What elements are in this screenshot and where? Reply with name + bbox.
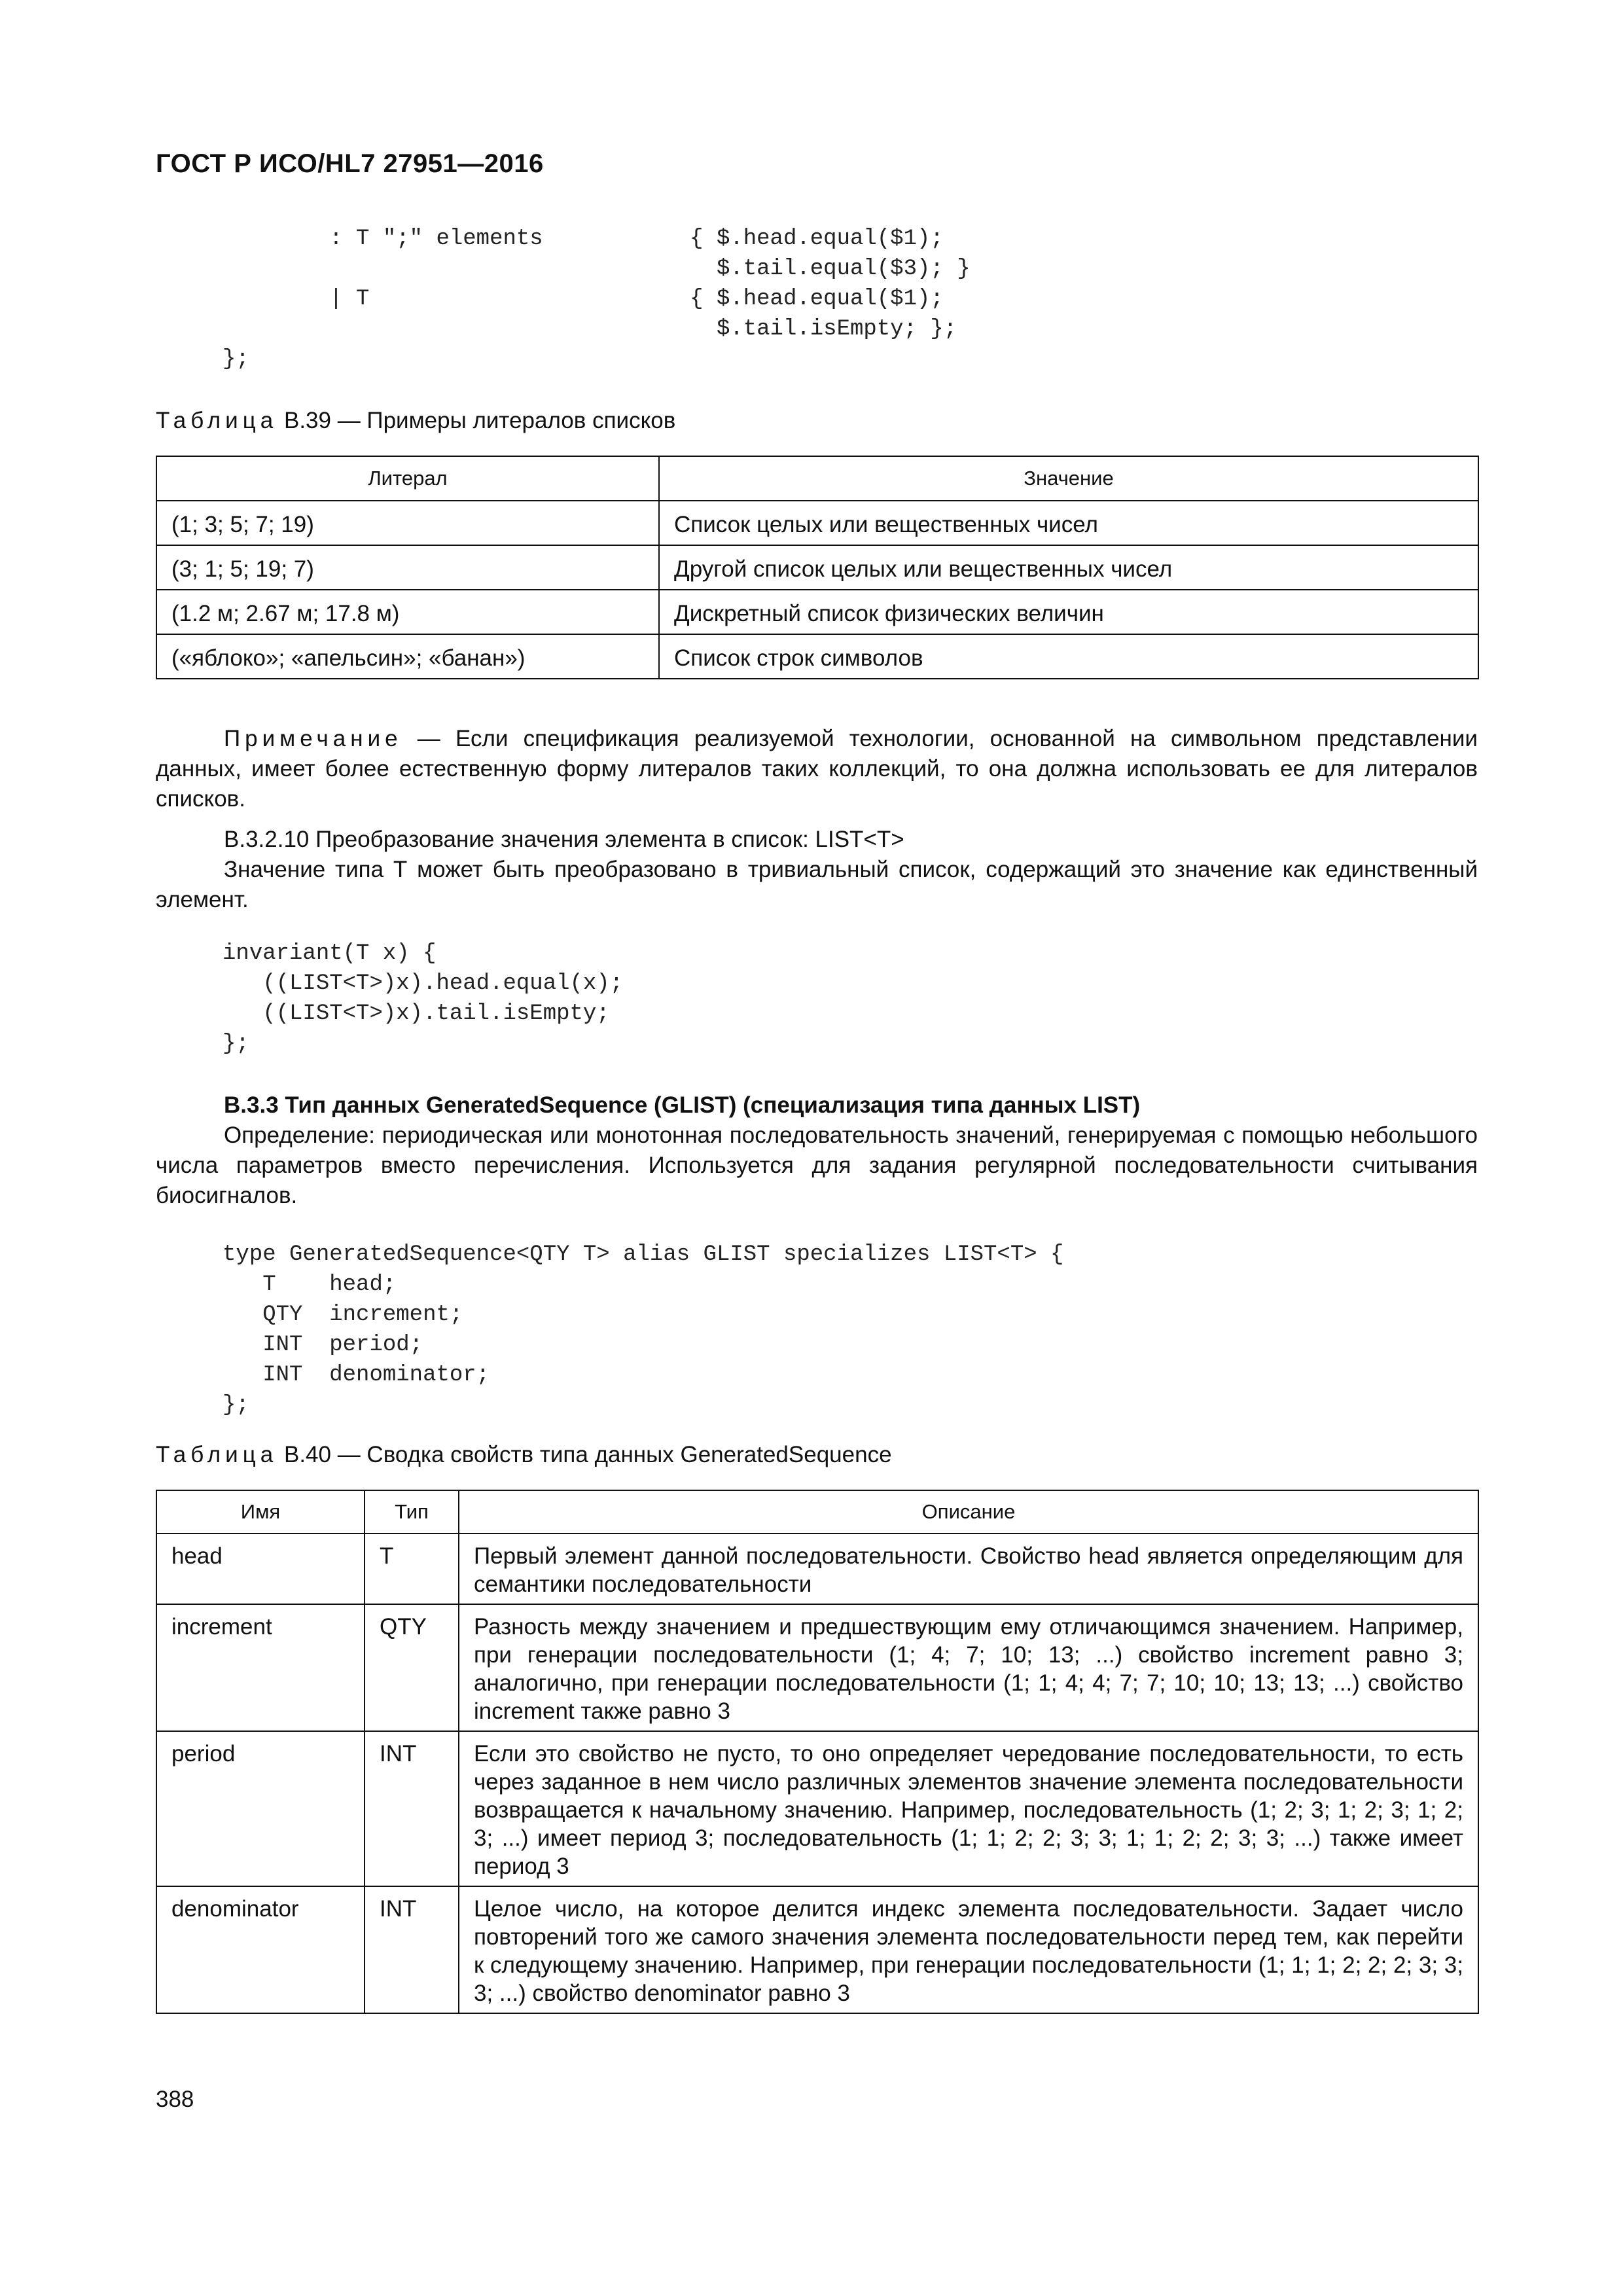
table-label: Таблица	[156, 1442, 278, 1467]
type-definition-code-block	[156, 1240, 1063, 1420]
code-line: QTY increment;	[156, 1302, 463, 1327]
cell-value: Список строк символов	[659, 634, 1478, 679]
table-row	[156, 634, 1478, 679]
table-title: B.40 — Сводка свойств типа данных GeneratedSequence	[283, 1442, 892, 1467]
cell-description: Целое число, на которое делится индекс элемента последовательности. Задает число повторений того же самого значения элемента последовательности перед тем, как перейти к следующему значению. Например, при генерации последовательности (1; 1; 1; 2; 2; 2; 3; 3; 3; ...) свойство denominator равно 3	[459, 1886, 1478, 2013]
column-header-type: Тип	[365, 1490, 459, 1534]
cell-type: T	[365, 1534, 459, 1604]
table-row	[156, 501, 1478, 545]
note-label: Примечание	[224, 726, 402, 751]
table-header-row	[156, 456, 1478, 501]
cell-literal: (1.2 м; 2.67 м; 17.8 м)	[156, 590, 659, 634]
cell-value: Другой список целых или вещественных чисел	[659, 545, 1478, 590]
code-line: INT period;	[156, 1333, 423, 1357]
code-line: : T ";" elements { $.head.equal($1);	[156, 226, 944, 251]
table-39-caption	[156, 406, 675, 436]
code-line: type GeneratedSequence<QTY T> alias GLIST specializes LIST<T> {	[156, 1242, 1064, 1267]
cell-literal: (3; 1; 5; 19; 7)	[156, 545, 659, 590]
table-row	[156, 1886, 1478, 2013]
code-line: };	[156, 1031, 249, 1056]
table-label: Таблица	[156, 408, 278, 433]
cell-name: head	[156, 1534, 365, 1604]
page-number: 388	[156, 2087, 194, 2112]
code-line: ((LIST<T>)x).tail.isEmpty;	[156, 1001, 610, 1026]
document-header: ГОСТ Р ИСО/HL7 27951—2016	[156, 149, 544, 178]
table-row	[156, 1604, 1478, 1731]
table-row	[156, 590, 1478, 634]
grammar-code-block	[156, 224, 971, 374]
cell-name: denominator	[156, 1886, 365, 2013]
column-header-literal: Литерал	[156, 456, 659, 501]
code-line: ((LIST<T>)x).head.equal(x);	[156, 971, 624, 996]
cell-description: Если это свойство не пусто, то оно определяет чередование последовательности, то есть через заданное в нем число различных элементов значение элемента последовательности возвращается к начальному значению. Например, последовательность (1; 2; 3; 1; 2; 3; 1; 2; 3; ...) имеет период 3; последовательность (1; 1; 2; 2; 3; 3; 1; 1; 2; 2; 3; 3; ...) также имеет период 3	[459, 1731, 1478, 1886]
code-line: };	[156, 1393, 249, 1418]
cell-type: INT	[365, 1731, 459, 1886]
code-line: $.tail.equal($3); }	[156, 257, 971, 281]
column-header-name: Имя	[156, 1490, 365, 1534]
table-header-row	[156, 1490, 1478, 1534]
table-row	[156, 1534, 1478, 1604]
code-line: INT denominator;	[156, 1363, 490, 1388]
cell-description: Разность между значением и предшествующим ему отличающимся значением. Например, при генерации последовательности (1; 4; 7; 10; 13; ...) свойство increment равно 3; аналогично, при генерации последовательности (1; 1; 4; 4; 7; 7; 10; 10; 13; 13; ...) свойство increment также равно 3	[459, 1604, 1478, 1731]
list-literals-table	[156, 456, 1479, 679]
column-header-value: Значение	[659, 456, 1478, 501]
table-title: B.39 — Примеры литералов списков	[283, 408, 676, 433]
section-b-3-2-10-heading: B.3.2.10 Преобразование значения элемента в список: LIST<T>	[224, 827, 904, 852]
code-line: invariant(T x) {	[156, 941, 437, 966]
table-40-caption	[156, 1440, 892, 1470]
table-row	[156, 545, 1478, 590]
note-text: — Если спецификация реализуемой технологии, основанной на символьном представлении данных, имеет более естественную форму литералов таких коллекций, то она должна использовать ее для литералов списков.	[156, 726, 1478, 812]
section-b-3-3-heading: B.3.3 Тип данных GeneratedSequence (GLIST) (специализация типа данных LIST)	[224, 1092, 1141, 1118]
code-line: T head;	[156, 1272, 397, 1297]
generated-sequence-properties-table	[156, 1490, 1479, 2014]
cell-name: increment	[156, 1604, 365, 1731]
cell-literal: («яблоко»; «апельсин»; «банан»)	[156, 634, 659, 679]
cell-description: Первый элемент данной последовательности. Свойство head является определяющим для семантики последовательности	[459, 1534, 1478, 1604]
code-line: };	[156, 347, 249, 372]
cell-name: period	[156, 1731, 365, 1886]
table-row	[156, 1731, 1478, 1886]
column-header-description: Описание	[459, 1490, 1478, 1534]
note-paragraph	[156, 724, 1478, 814]
invariant-code-block	[156, 939, 623, 1059]
code-line: $.tail.isEmpty; };	[156, 317, 957, 342]
section-b-3-3-definition: Определение: периодическая или монотонная последовательность значений, генерируемая с помощью небольшого числа параметров вместо перечисления. Используется для задания регулярной последовательности считывания биосигналов.	[156, 1122, 1478, 1208]
cell-type: INT	[365, 1886, 459, 2013]
code-line: | T { $.head.equal($1);	[156, 287, 944, 312]
cell-value: Дискретный список физических величин	[659, 590, 1478, 634]
cell-value: Список целых или вещественных чисел	[659, 501, 1478, 545]
section-b-3-2-10-text: Значение типа Т может быть преобразовано в тривиальный список, содержащий это значение как единственный элемент.	[156, 857, 1478, 912]
cell-type: QTY	[365, 1604, 459, 1731]
cell-literal: (1; 3; 5; 7; 19)	[156, 501, 659, 545]
